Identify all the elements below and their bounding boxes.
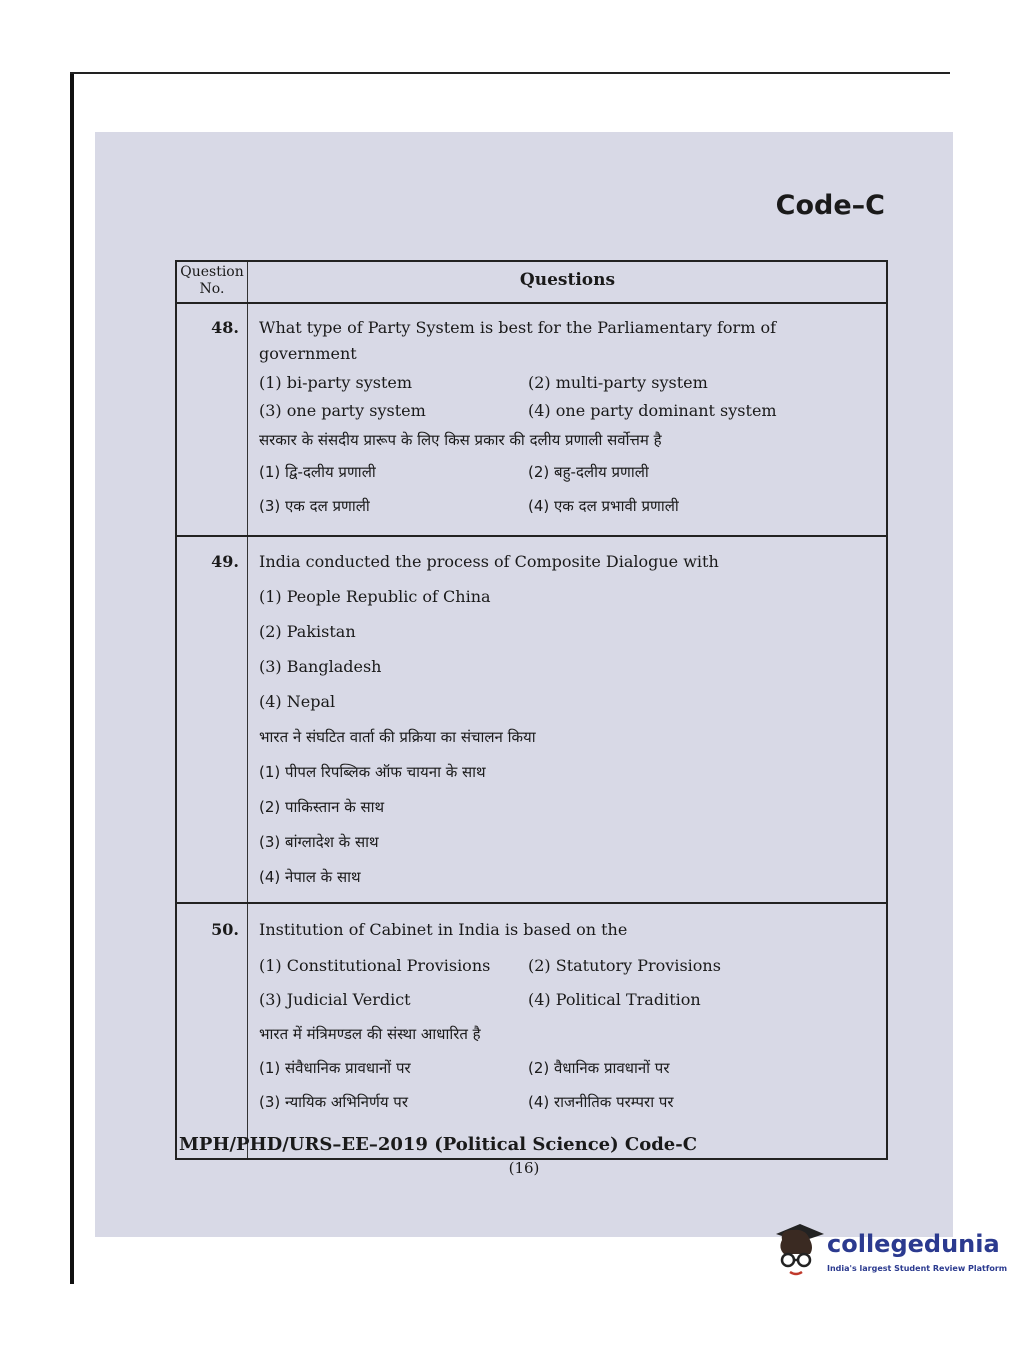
- option-hi-2: (2) पाकिस्तान के साथ: [259, 798, 385, 816]
- question-text-hi: भारत में मंत्रिमण्डल की संस्था आधारित है: [259, 1025, 481, 1043]
- header-questions: Questions: [519, 270, 616, 290]
- option-en-2: (2) Statutory Provisions: [528, 956, 721, 975]
- question-table: [175, 260, 888, 1160]
- question-text-en-cont: government: [259, 344, 357, 363]
- option-en-4: (4) Political Tradition: [528, 990, 701, 1009]
- header-question-no: Question No.: [180, 264, 244, 297]
- option-hi-4: (4) राजनीतिक परम्परा पर: [528, 1093, 674, 1111]
- watermark-tagline: India's largest Student Review Platform: [827, 1264, 1008, 1273]
- option-hi-3: (3) न्यायिक अभिनिर्णय पर: [259, 1093, 408, 1111]
- question-number: 49.: [211, 552, 239, 571]
- option-en-3: (3) Bangladesh: [259, 657, 382, 676]
- page-code: Code–C: [775, 190, 885, 221]
- option-en-3: (3) one party system: [259, 401, 426, 420]
- option-en-1: (1) Constitutional Provisions: [259, 956, 491, 975]
- question-divider: [177, 902, 886, 904]
- option-hi-3: (3) बांग्लादेश के साथ: [259, 833, 379, 851]
- question-text-hi: सरकार के संसदीय प्रारूप के लिए किस प्रकार की दलीय प्रणाली सर्वोत्तम है: [259, 431, 662, 449]
- question-text-hi: भारत ने संघटित वार्ता की प्रक्रिया का संचालन किया: [259, 728, 536, 746]
- option-hi-2: (2) वैधानिक प्रावधानों पर: [528, 1059, 670, 1077]
- exam-page: [95, 132, 953, 1237]
- option-hi-1: (1) संवैधानिक प्रावधानों पर: [259, 1059, 411, 1077]
- column-divider: [247, 262, 248, 1158]
- option-en-2: (2) multi-party system: [528, 373, 708, 392]
- option-hi-3: (3) एक दल प्रणाली: [259, 497, 370, 515]
- scan-border-top: [70, 72, 950, 74]
- footer-exam-code: MPH/PHD/URS–EE–2019 (Political Science) Code-C: [179, 1134, 698, 1155]
- question-text-en: India conducted the process of Composite Dialogue with: [259, 552, 719, 571]
- header-divider: [177, 302, 886, 304]
- option-hi-1: (1) द्वि-दलीय प्रणाली: [259, 463, 376, 481]
- question-divider: [177, 535, 886, 537]
- option-en-2: (2) Pakistan: [259, 622, 356, 641]
- page-number: (16): [508, 1159, 540, 1177]
- option-hi-4: (4) एक दल प्रभावी प्रणाली: [528, 497, 679, 515]
- question-number: 50.: [211, 920, 239, 939]
- option-en-1: (1) People Republic of China: [259, 587, 491, 606]
- question-text-en: What type of Party System is best for the Parliamentary form of: [259, 318, 777, 337]
- question-text-en: Institution of Cabinet in India is based on the: [259, 920, 628, 939]
- collegedunia-watermark: [770, 1220, 1008, 1320]
- option-en-4: (4) Nepal: [259, 692, 336, 711]
- option-hi-1: (1) पीपल रिपब्लिक ऑफ चायना के साथ: [259, 763, 486, 781]
- collegedunia-mascot-icon: [770, 1220, 826, 1280]
- option-en-3: (3) Judicial Verdict: [259, 990, 411, 1009]
- option-en-1: (1) bi-party system: [259, 373, 413, 392]
- option-en-4: (4) one party dominant system: [528, 401, 777, 420]
- question-number: 48.: [211, 318, 239, 337]
- option-hi-2: (2) बहु-दलीय प्रणाली: [528, 463, 649, 481]
- option-hi-4: (4) नेपाल के साथ: [259, 868, 361, 886]
- scan-border-left: [70, 72, 74, 1284]
- watermark-brand: collegedunia: [827, 1230, 1000, 1258]
